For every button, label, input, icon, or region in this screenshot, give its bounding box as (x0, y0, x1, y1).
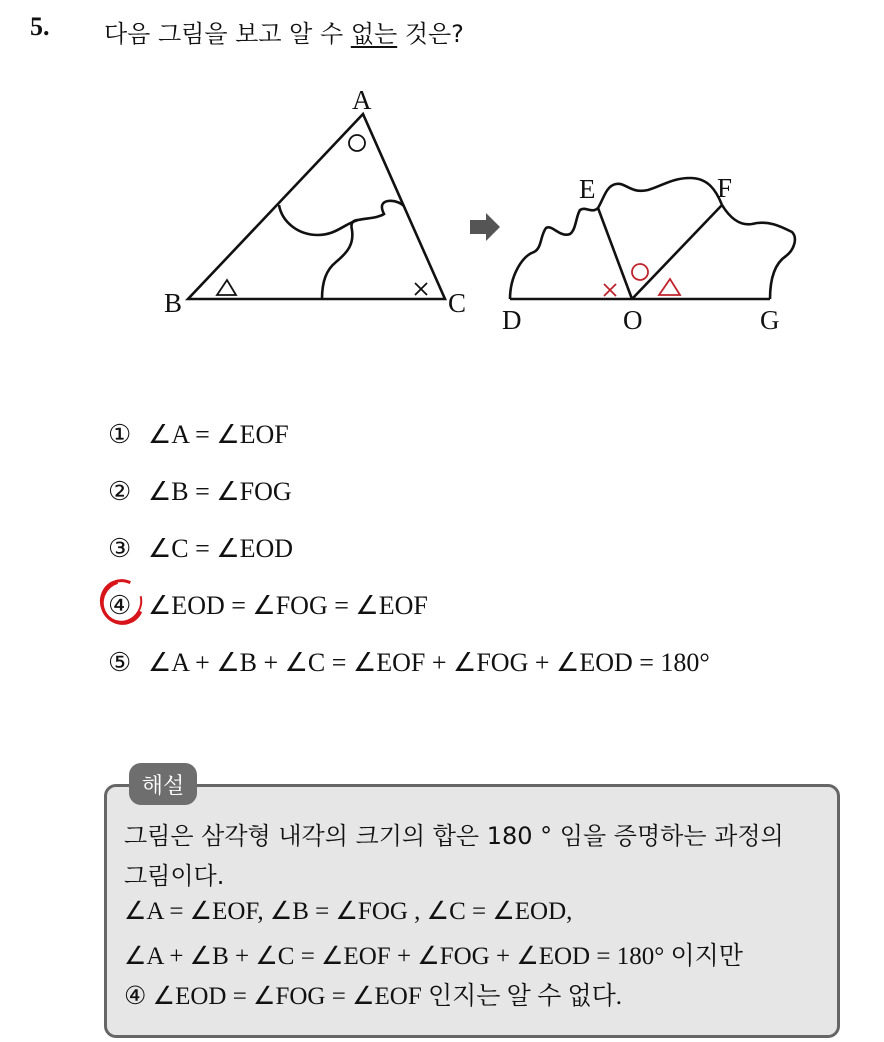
choice-2-text: ∠B = ∠FOG (148, 477, 292, 506)
solution-line-2: 그림이다. (124, 862, 225, 890)
cut-line-a (279, 201, 404, 235)
right-arrow-icon (470, 213, 500, 241)
mark-cross-c (415, 283, 427, 295)
torn-edge-right (722, 205, 795, 299)
choice-5-text: ∠A + ∠B + ∠C = ∠EOF + ∠FOG + ∠EOD = 180° (148, 648, 710, 677)
question-text (104, 14, 464, 49)
left-triangle (188, 114, 445, 299)
choice-list (108, 420, 710, 705)
label-f: F (717, 173, 733, 203)
label-c: C (448, 288, 467, 318)
choice-5-number: ⑤ (108, 648, 132, 677)
label-b: B (164, 288, 183, 318)
triangle-abc (188, 114, 445, 299)
label-e: E (579, 174, 596, 204)
label-g: G (760, 305, 780, 335)
solution-line-1: 그림은 삼각형 내각의 크기의 합은 180 ° 임을 증명하는 과정의 (124, 822, 784, 850)
mark-triangle-fog (659, 279, 680, 295)
choice-3[interactable] (108, 534, 710, 591)
label-d: D (502, 305, 522, 335)
choice-2-number: ② (108, 477, 132, 506)
cut-line-c (322, 220, 358, 299)
line-of (632, 205, 722, 299)
choice-3-text: ∠C = ∠EOD (148, 534, 294, 563)
mark-triangle-b (217, 280, 236, 295)
triangle-figure (0, 70, 884, 340)
solution-line-3: ∠A = ∠EOF, ∠B = ∠FOG , ∠C = ∠EOD, (124, 898, 573, 925)
choice-1-number: ① (108, 420, 132, 449)
mark-cross-eod (604, 284, 616, 296)
choice-4-text: ∠EOD = ∠FOG = ∠EOF (148, 591, 428, 620)
choice-1[interactable] (108, 420, 710, 477)
solution-line-5: ④ ∠EOD = ∠FOG = ∠EOF 인지는 알 수 없다. (124, 983, 623, 1010)
mark-circle-eof (632, 264, 648, 280)
solution-line-4: ∠A + ∠B + ∠C = ∠EOF + ∠FOG + ∠EOD = 180° 이지만 (124, 943, 743, 970)
right-figure (510, 178, 795, 299)
solution-lines (124, 816, 784, 1016)
choice-5[interactable] (108, 648, 710, 705)
choice-4[interactable] (108, 591, 710, 648)
choice-4-number: ④ (108, 591, 132, 620)
solution-tag: 해설 (129, 763, 197, 805)
mark-circle-a (349, 135, 365, 151)
label-o: O (623, 305, 643, 335)
choice-2[interactable] (108, 477, 710, 534)
label-a: A (352, 85, 372, 115)
choice-3-number: ③ (108, 534, 132, 563)
question-text-underlined: 없는 (350, 20, 398, 48)
question-text-after: 것은? (397, 20, 464, 48)
question-text-before: 다음 그림을 보고 알 수 (104, 20, 351, 48)
choice-1-text: ∠A = ∠EOF (148, 420, 289, 449)
question-number: 5. (30, 12, 50, 41)
torn-edge-left (510, 208, 598, 299)
torn-edge-middle (598, 178, 722, 208)
